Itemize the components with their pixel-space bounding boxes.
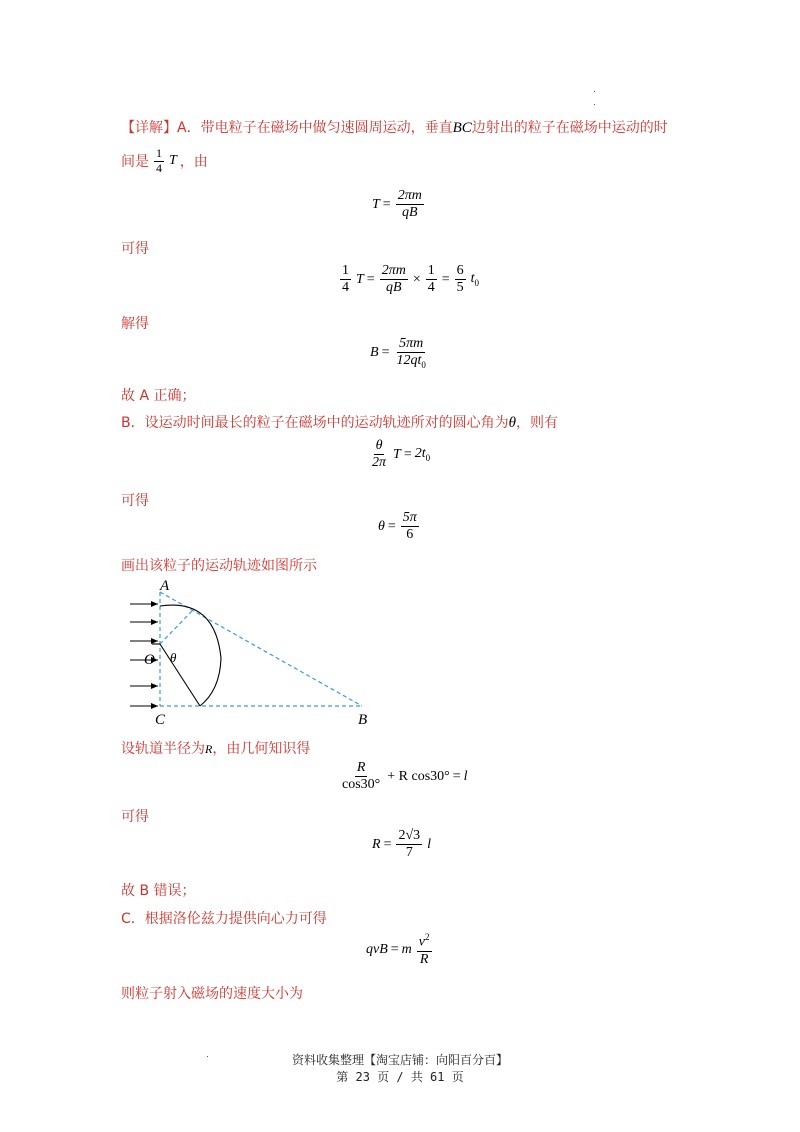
equation-radius: R = $\frac{2√3}{7}$ l — [372, 828, 432, 861]
radius-line — [160, 644, 200, 706]
conclusion-b: 故 B 错误； — [121, 883, 196, 899]
label-theta: θ — [170, 650, 177, 665]
label-O: O — [144, 652, 155, 668]
label-A: A — [160, 578, 170, 594]
paragraph-line: 间是 $\frac{1}{4}$ T ，由 — [121, 146, 208, 175]
var-BC: BC — [452, 120, 472, 136]
text-draw: 画出该粒子的运动轨迹如图所示 — [121, 558, 317, 574]
mark-dot — [594, 104, 595, 105]
text-kede: 可得 — [121, 809, 149, 825]
paragraph-line: 设轨道半径为R，由几何知识得 — [121, 741, 311, 757]
equation-geometry: $\frac{R}{\cos 30^\circ}$ + R cos30° = l — [342, 760, 468, 793]
paragraph-line: 则粒子射入磁场的速度大小为 — [121, 986, 303, 1002]
equation-field: B = $\frac{5\pi m}{12qt_0}$ — [370, 336, 426, 370]
edge-AB — [160, 592, 362, 706]
mark-dot — [594, 91, 595, 92]
paragraph-line: 【详解】A．带电粒子在磁场中做匀速圆周运动，垂直BC边射出的粒子在磁场中运动的时 — [121, 120, 668, 136]
footer-page-number: 第 23 页 / 共 61 页 — [336, 1070, 464, 1084]
paragraph-line: C．根据洛伦兹力提供向心力可得 — [121, 911, 327, 927]
radius-dashed — [160, 611, 192, 644]
label-B: B — [358, 712, 368, 728]
equation-theta: θ = $\frac{5\pi}{6}$ — [378, 510, 417, 543]
equation-angle-time: $\frac{\theta}{2\pi}$ T = $2t_0$ — [372, 438, 431, 471]
equation-period: T = $\frac{2\pi m}{qB}$ — [372, 188, 422, 221]
text-kede: 可得 — [121, 493, 149, 509]
text-kede: 可得 — [121, 241, 149, 257]
fraction-quarter: $\frac{1}{4}$ — [156, 146, 162, 175]
label-C: C — [155, 712, 166, 728]
trajectory-diagram — [120, 578, 380, 728]
equation-lorentz: qvB = m $\frac{v^2}{R}$ — [366, 932, 430, 967]
equation-time: $\frac{1}{4}$ T = $\frac{2\pi m}{qB}$ × $\frac{1}{4}$ = $\frac{6}{5}$ $t_0$ — [342, 263, 480, 296]
paragraph-line: B．设运动时间最长的粒子在磁场中的运动轨迹所对的圆心角为θ，则有 — [121, 415, 558, 431]
text-jiede: 解得 — [121, 316, 149, 332]
footer-source: 资料收集整理【淘宝店铺：向阳百分百】 — [291, 1053, 508, 1067]
conclusion-a: 故 A 正确； — [121, 388, 196, 404]
